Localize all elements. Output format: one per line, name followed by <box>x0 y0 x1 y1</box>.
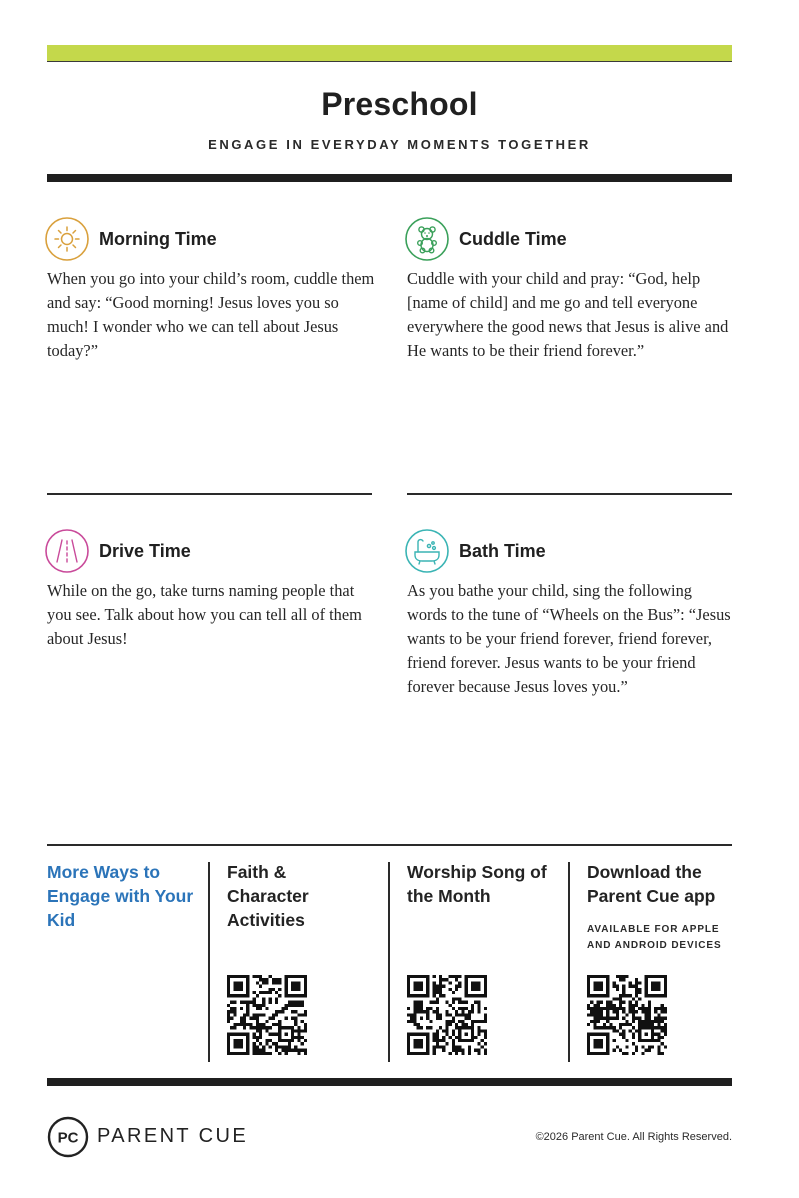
section-drive-time <box>45 528 375 651</box>
column-divider <box>208 862 210 1062</box>
worship-song-heading: Worship Song of the Month <box>407 862 547 906</box>
header-divider <box>47 174 732 182</box>
parent-cue-logo-mark <box>47 1116 89 1158</box>
qr-code-download-app[interactable] <box>587 975 667 1055</box>
download-app-heading: Download the Parent Cue app <box>587 862 716 906</box>
page-title: Preschool <box>321 86 478 122</box>
section-morning-time <box>45 216 375 363</box>
footer-rule <box>47 1078 732 1086</box>
sun-icon <box>45 217 89 261</box>
top-accent-bar <box>47 45 732 62</box>
section-divider-left <box>47 493 372 495</box>
copyright-notice: ©2026 Parent Cue. All Rights Reserved. <box>535 1131 732 1143</box>
section-body: When you go into your child’s room, cuddle them and say: “Good morning! Jesus loves you so much! I wonder who we can tell about Jesus today?” <box>47 269 375 360</box>
section-title: Bath Time <box>459 540 546 561</box>
section-body: While on the go, take turns naming people that you see. Talk about how you can tell all of them about Jesus! <box>47 581 362 648</box>
section-body: Cuddle with your child and pray: “God, help [name of child] and me go and tell everyone everywhere the good news that Jesus is alive and He wants to be their friend forever.” <box>407 269 729 360</box>
section-title: Morning Time <box>99 228 217 249</box>
section-title: Drive Time <box>99 540 191 561</box>
column-divider <box>568 862 570 1062</box>
faith-character-heading: Faith & Character Activities <box>227 862 309 930</box>
road-icon <box>45 529 89 573</box>
footer-divider <box>47 844 732 846</box>
section-body: As you bathe your child, sing the following words to the tune of “Wheels on the Bus”: “Jesus wants to be your friend forever, friend forever, friend forever. Jesus wants to be your friend forever because Jesus loves you.” <box>407 581 731 696</box>
section-divider-right <box>407 493 732 495</box>
app-availability-note: AVAILABLE FOR APPLE AND ANDROID DEVICES <box>587 924 722 951</box>
bathtub-icon <box>405 529 449 573</box>
logo-mark-text: PC <box>57 1129 79 1147</box>
section-cuddle-time <box>405 216 735 363</box>
section-title: Cuddle Time <box>459 228 567 249</box>
section-bath-time <box>405 528 735 699</box>
qr-code-faith-activities[interactable] <box>227 975 307 1055</box>
more-ways-heading: More Ways to Engage with Your Kid <box>47 862 194 930</box>
page-subtitle: ENGAGE IN EVERYDAY MOMENTS TOGETHER <box>208 137 591 152</box>
brand-name: PARENT CUE <box>97 1125 249 1147</box>
column-divider <box>388 862 390 1062</box>
teddy-bear-icon <box>405 217 449 261</box>
qr-code-worship-song[interactable] <box>407 975 487 1055</box>
